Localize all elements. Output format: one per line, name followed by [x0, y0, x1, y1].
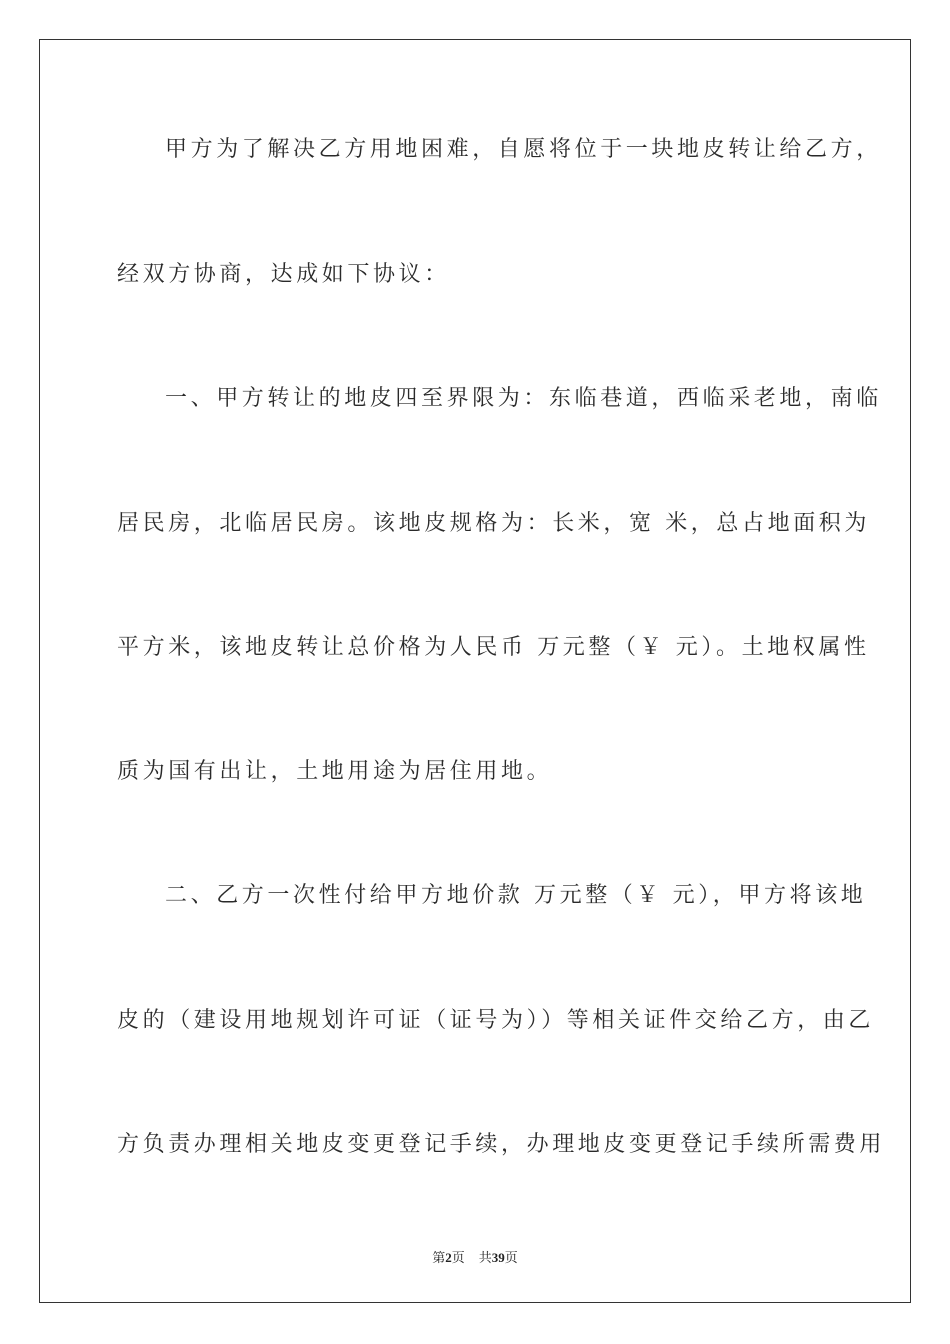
clause-2-line-1: 二、乙方一次性付给甲方地价款 万元整（￥ 元），甲方将该地: [165, 883, 867, 908]
clause-1-line-2: 居民房，北临居民房。该地皮规格为：长米，宽 米，总占地面积为: [117, 511, 870, 536]
footer-page-prefix: 第: [432, 1250, 446, 1265]
page-footer: [0, 1247, 950, 1266]
paragraph-intro-line-2: 经双方协商，达成如下协议：: [117, 262, 450, 287]
clause-2-line-2: 皮的（建设用地规划许可证（证号为））等相关证件交给乙方，由乙: [117, 1008, 875, 1033]
footer-page-suffix: 页: [451, 1250, 465, 1265]
clause-1-line-3: 平方米，该地皮转让总价格为人民币 万元整（￥ 元）。土地权属性: [117, 635, 870, 660]
clause-2-line-3: 方负责办理相关地皮变更登记手续，办理地皮变更登记手续所需费用: [117, 1132, 886, 1157]
footer-total-prefix: 共: [478, 1250, 492, 1265]
footer-page-number: 2: [445, 1250, 452, 1265]
paragraph-intro-line-1: 甲方为了解决乙方用地困难，自愿将位于一块地皮转让给乙方，: [165, 137, 882, 162]
clause-1-line-1: 一、甲方转让的地皮四至界限为：东临巷道，西临采老地，南临: [165, 386, 882, 411]
footer-total-pages: 39: [491, 1250, 505, 1265]
page-border: [39, 39, 911, 1303]
clause-1-line-4: 质为国有出让，土地用途为居住用地。: [117, 759, 553, 784]
footer-total-suffix: 页: [504, 1250, 518, 1265]
